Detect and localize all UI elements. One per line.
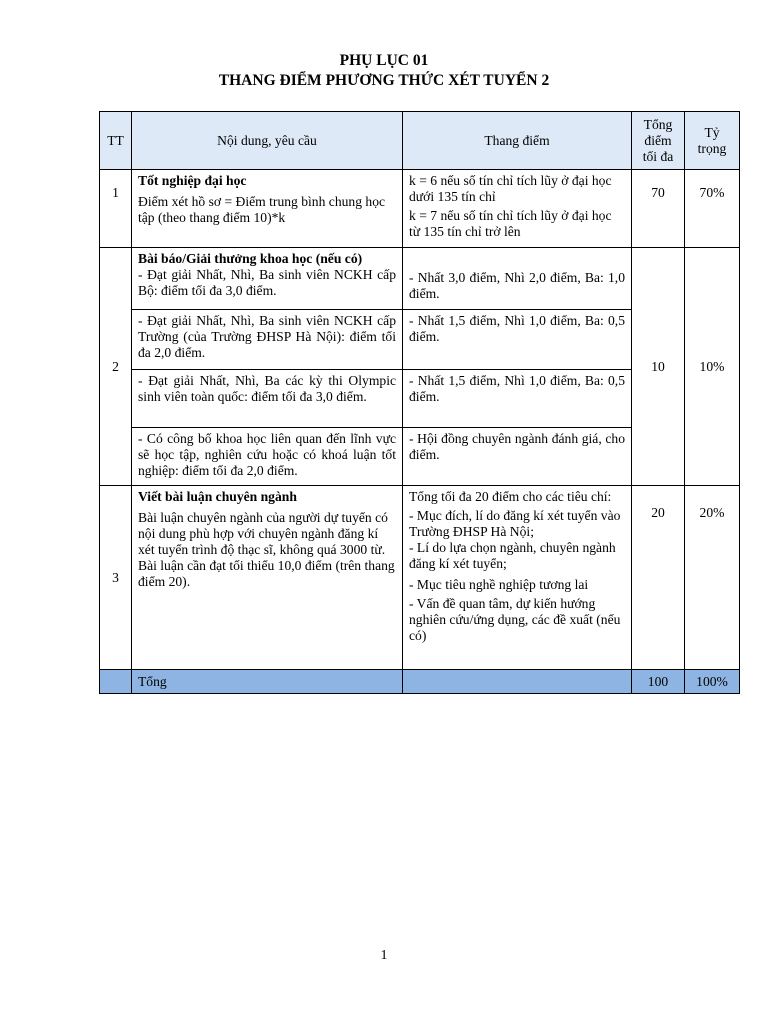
total-weight: 100%	[685, 670, 740, 694]
row2-tt: 2	[100, 248, 132, 486]
row3-scale-1: - Mục đích, lí do đăng kí xét tuyển vào Trường ĐHSP Hà Nội;	[409, 508, 621, 539]
row2-heading: Bài báo/Giải thưởng khoa học (nếu có)	[138, 251, 363, 266]
row1-heading: Tốt nghiệp đại học	[138, 173, 247, 188]
row2-item4-content: - Có công bố khoa học liên quan đến lĩnh vực sẽ học tập, nghiên cứu hoặc có khoá luận tốt nghiệp: điểm tối đa 2,0 điểm.	[132, 428, 403, 486]
page-number: 1	[380, 948, 388, 963]
total-scale	[403, 670, 632, 694]
row3-scale-2: - Lí do lựa chọn ngành, chuyên ngành đăng kí xét tuyển;	[409, 540, 616, 571]
row3-tt: 3	[100, 486, 132, 670]
total-row	[100, 670, 740, 694]
header-content: Nội dung, yêu cầu	[132, 112, 403, 170]
row1-content	[132, 170, 403, 248]
row3-scale-3: - Mục tiêu nghề nghiệp tương lai	[409, 577, 589, 592]
total-tt	[100, 670, 132, 694]
row2-max: 10	[632, 248, 685, 486]
row2-item4-scale: - Hội đồng chuyên ngành đánh giá, cho điểm.	[403, 428, 632, 486]
row2-item2-scale: - Nhất 1,5 điểm, Nhì 1,0 điểm, Ba: 0,5 điểm.	[403, 310, 632, 370]
header-max: Tổng điểm tối đa	[632, 112, 685, 170]
table-row	[100, 170, 740, 248]
row3-scale-4: - Vấn đề quan tâm, dự kiến hướng nghiên cứu/ứng dụng, các đề xuất (nếu có)	[409, 596, 621, 643]
document-title: THANG ĐIỂM PHƯƠNG THỨC XÉT TUYỂN 2	[218, 72, 550, 89]
header-weight: Tỷ trọng	[685, 112, 740, 170]
row3-scale	[403, 486, 632, 670]
row1-tt: 1	[100, 170, 132, 248]
row2-item1-text: - Đạt giải Nhất, Nhì, Ba sinh viên NCKH cấp Bộ: điểm tối đa 3,0 điểm.	[138, 267, 396, 298]
total-label: Tổng	[132, 670, 403, 694]
row3-text: Bài luận chuyên ngành của người dự tuyển có nội dung phù hợp với chuyên ngành đăng kí xét tuyển trình độ thạc sĩ, không quá 3000 từ. Bài luận cần đạt tối thiểu 10,0 điểm (trên thang điểm 20).	[138, 510, 395, 589]
table-row	[100, 248, 740, 310]
table-row	[100, 486, 740, 670]
row2-item3-content: - Đạt giải Nhất, Nhì, Ba các kỳ thi Olympic sinh viên toàn quốc: điểm tối đa 3,0 điểm.	[132, 370, 403, 428]
header-scale: Thang điểm	[403, 112, 632, 170]
header-tt: TT	[100, 112, 132, 170]
row1-scale	[403, 170, 632, 248]
row1-weight: 70%	[685, 170, 740, 248]
row2-item2-content: - Đạt giải Nhất, Nhì, Ba sinh viên NCKH cấp Trường (của Trường ĐHSP Hà Nội): điểm tối đa 2,0 điểm.	[132, 310, 403, 370]
row3-content	[132, 486, 403, 670]
scoring-table	[99, 111, 740, 694]
row2-item3-scale: - Nhất 1,5 điểm, Nhì 1,0 điểm, Ba: 0,5 điểm.	[403, 370, 632, 428]
row3-weight: 20%	[685, 486, 740, 670]
row2-item1-scale: - Nhất 3,0 điểm, Nhì 2,0 điểm, Ba: 1,0 điểm.	[403, 248, 632, 310]
table-header-row	[100, 112, 740, 170]
row3-max: 20	[632, 486, 685, 670]
row1-scale-2: k = 7 nếu số tín chỉ tích lũy ở đại học từ 135 tín chỉ trở lên	[409, 208, 612, 239]
row2-weight: 10%	[685, 248, 740, 486]
row1-scale-1: k = 6 nếu số tín chỉ tích lũy ở đại học dưới 135 tín chỉ	[409, 173, 612, 204]
total-max: 100	[632, 670, 685, 694]
row1-max: 70	[632, 170, 685, 248]
row3-scale-intro: Tổng tối đa 20 điểm cho các tiêu chí:	[409, 489, 612, 504]
row1-text: Điểm xét hồ sơ = Điểm trung bình chung học tập (theo thang điểm 10)*k	[138, 194, 386, 225]
row2-item1-content	[132, 248, 403, 310]
row3-heading: Viết bài luận chuyên ngành	[138, 489, 297, 504]
appendix-title: PHỤ LỤC 01	[339, 52, 429, 69]
